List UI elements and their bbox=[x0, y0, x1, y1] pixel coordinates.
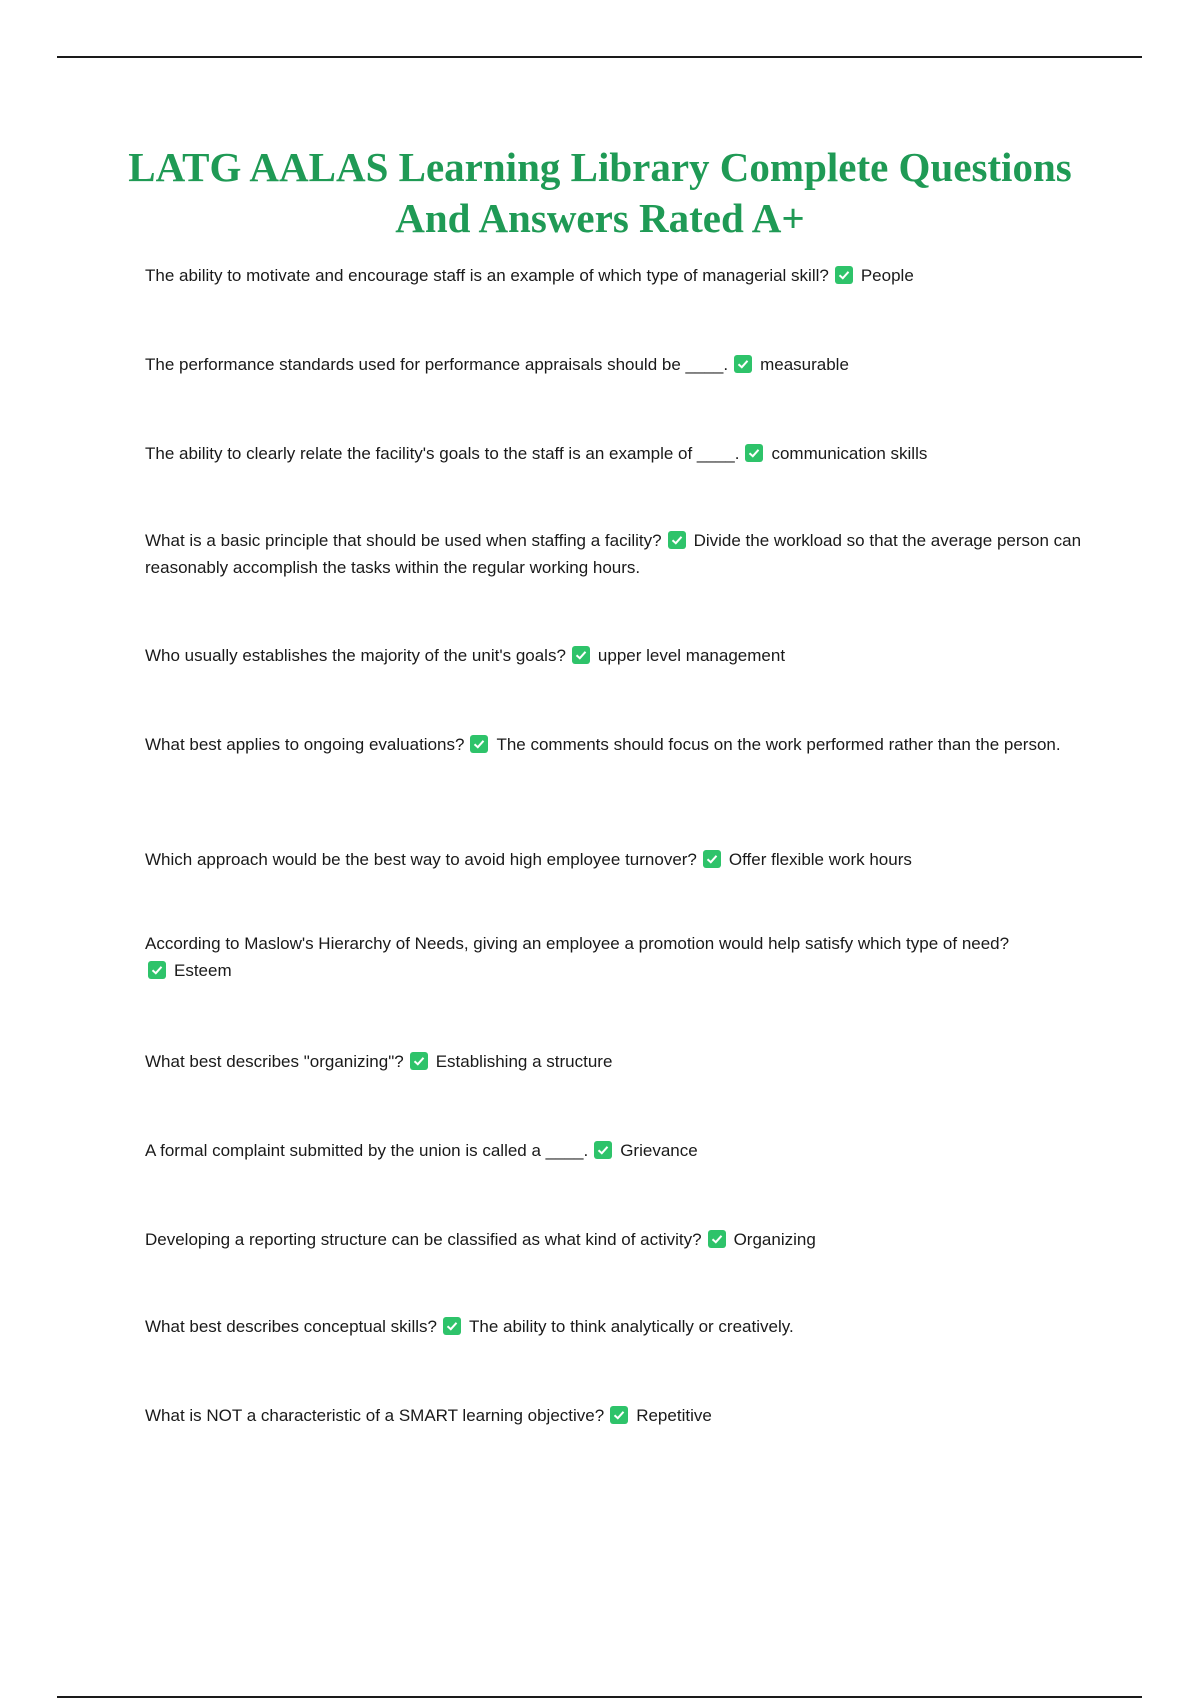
question-text: What is NOT a characteristic of a SMART learning objective? bbox=[145, 1406, 605, 1425]
question-text: The performance standards used for performance appraisals should be ____. bbox=[145, 355, 729, 374]
qa-item bbox=[145, 1048, 1095, 1075]
question-text: According to Maslow's Hierarchy of Needs, giving an employee a promotion would help satisfy which type of need? bbox=[145, 934, 1010, 953]
qa-item bbox=[145, 930, 1095, 984]
answer-text: Esteem bbox=[174, 961, 232, 980]
answer-text: measurable bbox=[760, 355, 849, 374]
checkmark-icon bbox=[708, 1230, 726, 1248]
answer-text: The comments should focus on the work performed rather than the person. bbox=[496, 735, 1061, 754]
answer-text: People bbox=[860, 266, 914, 285]
qa-item bbox=[145, 642, 1095, 669]
checkmark-icon bbox=[610, 1406, 628, 1424]
question-text: Which approach would be the best way to avoid high employee turnover? bbox=[145, 850, 697, 869]
answer-text: Grievance bbox=[620, 1141, 698, 1160]
question-text: A formal complaint submitted by the union is called a ____. bbox=[145, 1141, 589, 1160]
checkmark-icon bbox=[594, 1141, 612, 1159]
answer-text: Organizing bbox=[733, 1230, 816, 1249]
qa-item bbox=[145, 351, 1095, 378]
answer-text: Divide the workload so that the average person can reasonably accomplish the tasks within the regular working hours. bbox=[145, 531, 1082, 577]
answer-text: Establishing a structure bbox=[435, 1052, 613, 1071]
answer-text: Repetitive bbox=[636, 1406, 712, 1425]
qa-item bbox=[145, 262, 1095, 289]
answer-text: Offer flexible work hours bbox=[728, 850, 912, 869]
question-text: What is a basic principle that should be used when staffing a facility? bbox=[145, 531, 662, 550]
checkmark-icon bbox=[734, 355, 752, 373]
qa-item bbox=[145, 1137, 1095, 1164]
answer-text: upper level management bbox=[597, 646, 786, 665]
qa-item bbox=[145, 846, 1095, 873]
checkmark-icon bbox=[703, 850, 721, 868]
question-text: What best applies to ongoing evaluations? bbox=[145, 735, 465, 754]
question-text: The ability to clearly relate the facility's goals to the staff is an example of ____. bbox=[145, 444, 740, 463]
checkmark-icon bbox=[745, 444, 763, 462]
question-text: The ability to motivate and encourage staff is an example of which type of managerial skill? bbox=[145, 266, 829, 285]
checkmark-icon bbox=[572, 646, 590, 664]
qa-item bbox=[145, 1313, 1095, 1340]
qa-item bbox=[145, 440, 1095, 467]
top-rule bbox=[57, 56, 1142, 58]
question-text: What best describes "organizing"? bbox=[145, 1052, 404, 1071]
page-title: LATG AALAS Learning Library Complete Questions And Answers Rated A+ bbox=[128, 144, 1072, 241]
checkmark-icon bbox=[148, 961, 166, 979]
question-text: Who usually establishes the majority of the unit's goals? bbox=[145, 646, 566, 665]
answer-text: communication skills bbox=[771, 444, 928, 463]
checkmark-icon bbox=[835, 266, 853, 284]
answer-text: The ability to think analytically or creatively. bbox=[468, 1317, 794, 1336]
checkmark-icon bbox=[668, 531, 686, 549]
checkmark-icon bbox=[443, 1317, 461, 1335]
qa-item bbox=[145, 1402, 1095, 1429]
checkmark-icon bbox=[410, 1052, 428, 1070]
bottom-rule bbox=[57, 1696, 1142, 1698]
qa-item bbox=[145, 1226, 1095, 1253]
question-text: Developing a reporting structure can be classified as what kind of activity? bbox=[145, 1230, 702, 1249]
question-text: What best describes conceptual skills? bbox=[145, 1317, 437, 1336]
qa-item bbox=[145, 731, 1095, 758]
qa-item bbox=[145, 527, 1095, 581]
checkmark-icon bbox=[470, 735, 488, 753]
